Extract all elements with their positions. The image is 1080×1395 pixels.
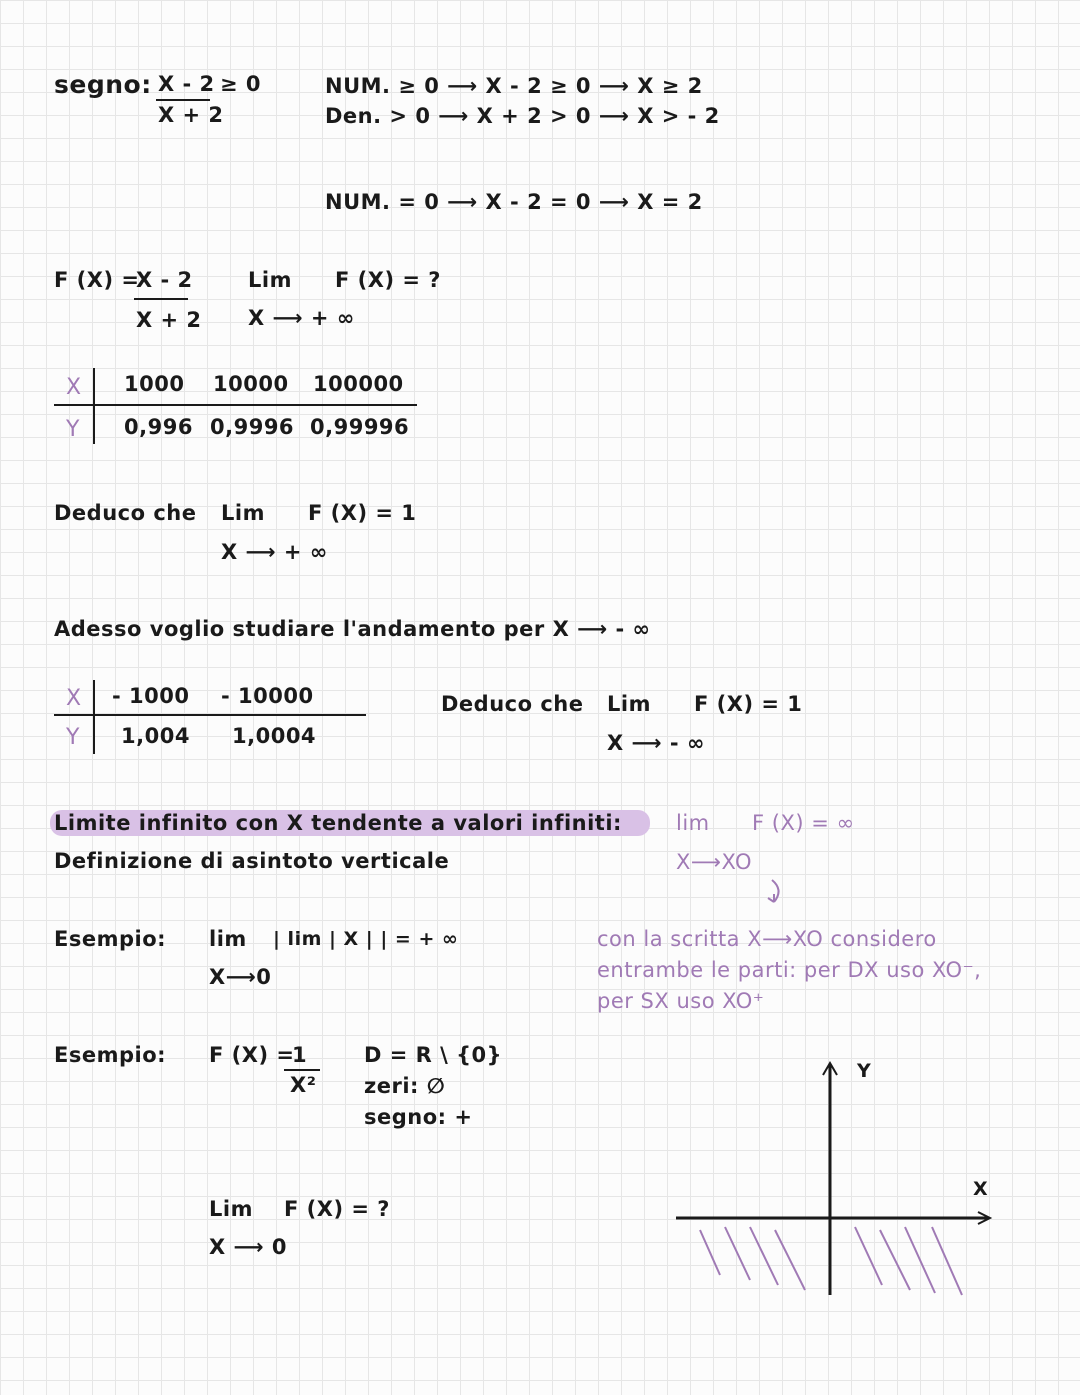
sign-graph — [670, 1055, 1000, 1305]
deduce2-text: Deduco che — [441, 692, 584, 716]
table2-y-label: Y — [66, 725, 80, 750]
function-lhs: F (X) = — [54, 268, 140, 292]
table2-vertical-rule — [93, 680, 95, 754]
esempio1-sub: X⟶0 — [209, 965, 272, 989]
esempio2-segno: segno: + — [364, 1105, 473, 1129]
limite-note-line3: per SX uso XO⁺ — [597, 989, 765, 1013]
numerator-condition: NUM. ≥ 0 ⟶ X - 2 ≥ 0 ⟶ X ≥ 2 — [325, 74, 703, 98]
function-denominator: X + 2 — [136, 308, 202, 332]
table2-y-cell: 1,004 — [121, 724, 190, 748]
numerator-zero: NUM. = 0 ⟶ X - 2 = 0 ⟶ X = 2 — [325, 190, 703, 214]
limite-note-line1: con la scritta X⟶XO considero — [597, 927, 937, 951]
esempio2-lhs: F (X) = — [209, 1043, 295, 1067]
esempio1-lim: lim — [209, 927, 247, 951]
esempio2-zeri: zeri: ∅ — [364, 1074, 446, 1098]
limite-lim: lim — [676, 811, 710, 835]
limite-subheading: Definizione di asintoto verticale — [54, 849, 450, 873]
table1-horizontal-rule — [54, 404, 417, 406]
table1-y-cell: 0,99996 — [310, 415, 410, 439]
segno-inequality: ≥ 0 — [220, 72, 262, 96]
table1-x-cell: 1000 — [124, 372, 185, 396]
table1-x-cell: 10000 — [213, 372, 289, 396]
segno-denominator: X + 2 — [158, 103, 224, 127]
function-numerator: X - 2 — [136, 268, 193, 292]
segno-label: segno: — [54, 70, 152, 99]
limit-subscript: X ⟶ + ∞ — [248, 306, 355, 330]
limite-rhs: F (X) = ∞ — [752, 811, 855, 835]
graph-y-label: Y — [857, 1060, 872, 1082]
table1-y-label: Y — [66, 417, 80, 442]
esempio2-lim-sub: X ⟶ 0 — [209, 1235, 288, 1259]
table2-horizontal-rule — [54, 714, 366, 716]
table2-y-cell: 1,0004 — [232, 724, 317, 748]
adesso-heading: Adesso voglio studiare l'andamento per X ⟶ - ∞ — [54, 617, 651, 641]
esempio2-fraction-bar — [284, 1069, 320, 1071]
deduce2-rhs: F (X) = 1 — [694, 692, 803, 716]
esempio2-lim-rhs: F (X) = ? — [284, 1197, 390, 1221]
segno-numerator: X - 2 — [158, 72, 215, 96]
esempio2-lim: Lim — [209, 1197, 253, 1221]
table1-y-cell: 0,9996 — [210, 415, 295, 439]
table1-x-label: X — [66, 375, 82, 400]
deduce1-text: Deduco che — [54, 501, 197, 525]
deduce1-sub: X ⟶ + ∞ — [221, 540, 328, 564]
table1-vertical-rule — [93, 368, 95, 444]
limit-rhs: F (X) = ? — [335, 268, 441, 292]
esempio2-domain: D = R \ {0} — [364, 1043, 503, 1067]
graph-x-label: X — [973, 1178, 989, 1200]
esempio1-expression: | lim | X | | = + ∞ — [273, 928, 459, 950]
esempio2-label: Esempio: — [54, 1043, 167, 1067]
table1-y-cell: 0,996 — [124, 415, 193, 439]
table2-x-cell: - 1000 — [112, 684, 190, 708]
limit-label: Lim — [248, 268, 292, 292]
deduce1-lim: Lim — [221, 501, 265, 525]
limite-heading: Limite infinito con X tendente a valori infiniti: — [54, 811, 622, 835]
limite-note-line2: entrambe le parti: per DX uso XO⁻, — [597, 958, 982, 982]
deduce2-sub: X ⟶ - ∞ — [607, 731, 705, 755]
esempio1-label: Esempio: — [54, 927, 167, 951]
limite-sub: X⟶XO — [676, 850, 753, 874]
deduce2-lim: Lim — [607, 692, 651, 716]
esempio2-numerator: 1 — [292, 1043, 308, 1067]
esempio2-denominator: X² — [290, 1073, 317, 1097]
table1-x-cell: 100000 — [313, 372, 404, 396]
curved-arrow-icon — [760, 878, 790, 918]
function-fraction-bar — [134, 298, 188, 300]
denominator-condition: Den. > 0 ⟶ X + 2 > 0 ⟶ X > - 2 — [325, 104, 720, 128]
segno-fraction-bar — [156, 99, 210, 101]
deduce1-rhs: F (X) = 1 — [308, 501, 417, 525]
table2-x-cell: - 10000 — [221, 684, 314, 708]
table2-x-label: X — [66, 686, 82, 711]
